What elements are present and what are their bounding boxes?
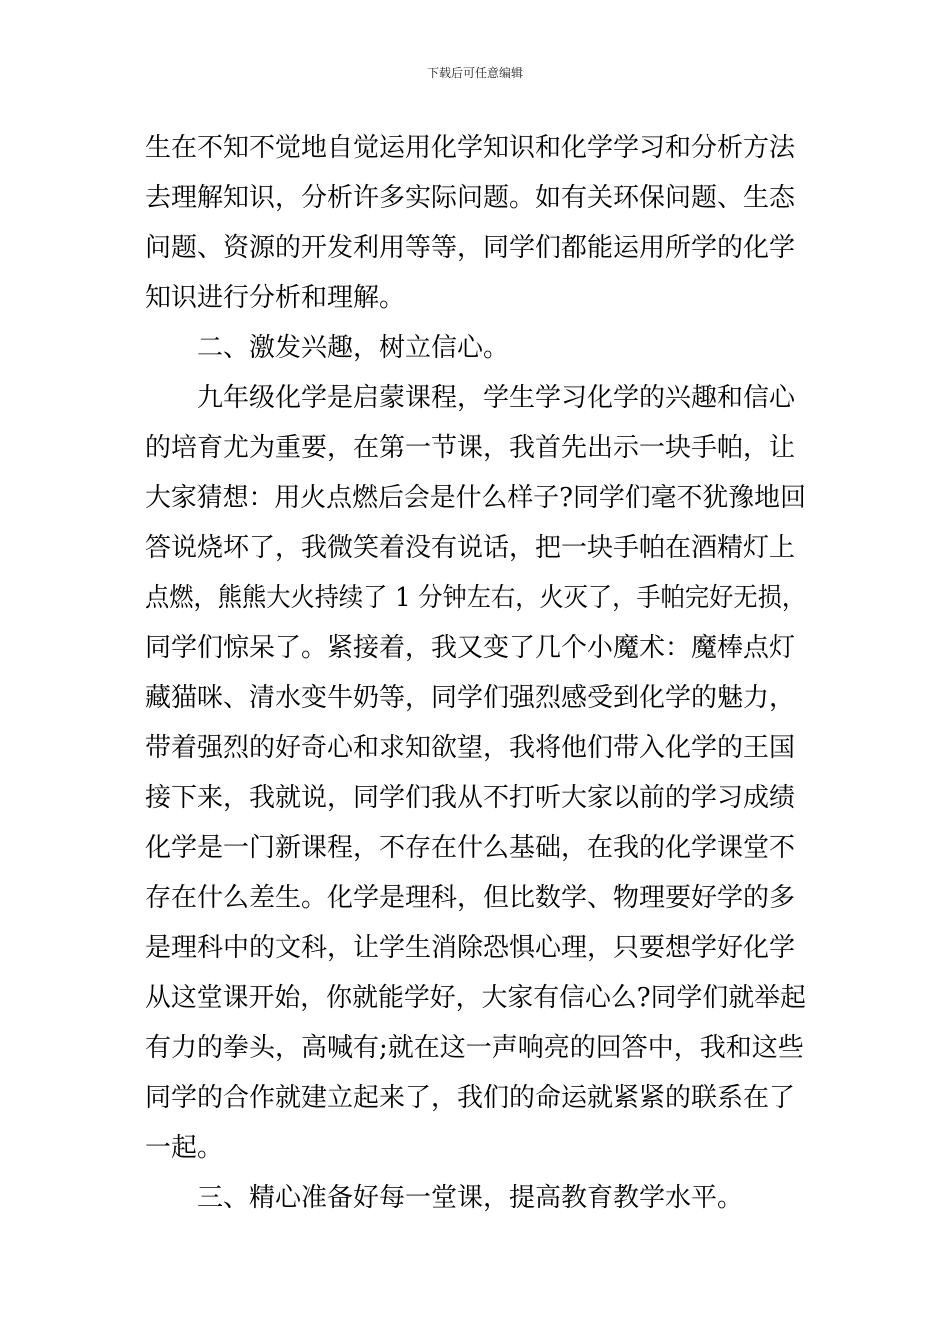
text-line: 从这堂课开始，你就能学好，大家有信心么?同学们就举起: [145, 983, 806, 1013]
text-line: 带着强烈的好奇心和求知欲望，我将他们带入化学的王国: [145, 733, 796, 763]
text-line: 的培育尤为重要，在第一节课，我首先出示一块手帕，让: [145, 433, 796, 463]
text-line: 接下来，我就说，同学们我从不打听大家以前的学习成绩: [145, 783, 796, 813]
section-heading: 二、激发兴趣，树立信心。: [197, 333, 510, 363]
section-heading: 三、精心准备好每一堂课，提高教育教学水平。: [197, 1183, 744, 1213]
text-line: 同学的合作就建立起来了，我们的命运就紧紧的联系在了: [145, 1083, 796, 1113]
text-line: 有力的拳头，高喊有;就在这一声响亮的回答中，我和这些: [145, 1033, 804, 1063]
text-line: 化学是一门新课程，不存在什么基础，在我的化学课堂不: [145, 833, 796, 863]
text-line: 大家猜想：用火点燃后会是什么样子?同学们毫不犹豫地回: [145, 483, 806, 513]
text-line: 是理科中的文科，让学生消除恐惧心理，只要想学好化学: [145, 933, 796, 963]
page-header: 下载后可任意编辑: [426, 66, 523, 80]
text-line: 同学们惊呆了。紧接着，我又变了几个小魔术：魔棒点灯: [145, 633, 796, 663]
text-line: 存在什么差生。化学是理科，但比数学、物理要好学的多: [145, 883, 796, 913]
text-line: 一起。: [145, 1133, 224, 1163]
text-line: 答说烧坏了，我微笑着没有说话，把一块手帕在酒精灯上: [145, 533, 796, 563]
text-line: 知识进行分析和理解。: [145, 283, 406, 313]
text-line: 点燃，熊熊大火持续了 1 分钟左右，火灭了，手帕完好无损，: [145, 583, 807, 613]
text-line: 九年级化学是启蒙课程，学生学习化学的兴趣和信心: [197, 383, 796, 413]
text-line: 生在不知不觉地自觉运用化学知识和化学学习和分析方法: [145, 133, 796, 163]
text-line: 去理解知识，分析许多实际问题。如有关环保问题、生态: [145, 183, 796, 213]
text-line: 藏猫咪、清水变牛奶等，同学们强烈感受到化学的魅力，: [145, 683, 796, 713]
text-line: 问题、资源的开发利用等等，同学们都能运用所学的化学: [145, 233, 796, 263]
